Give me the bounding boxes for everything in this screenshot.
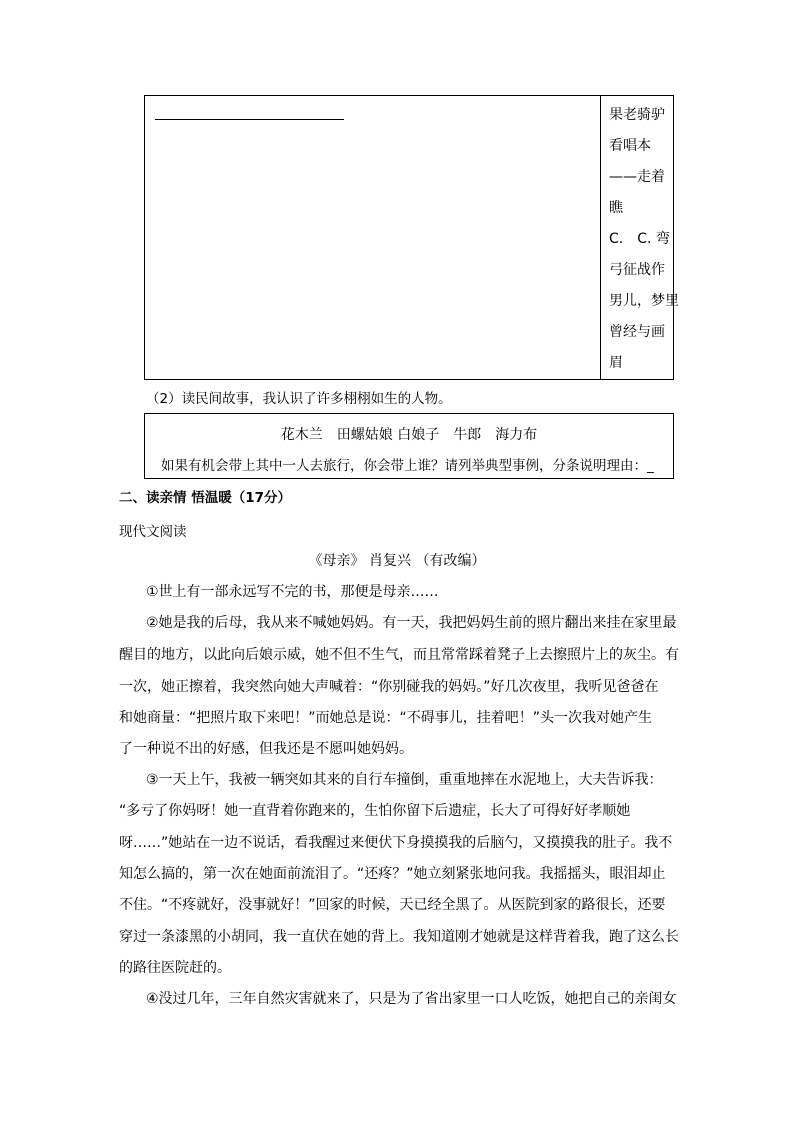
cell-line: 弓征战作 bbox=[609, 262, 665, 278]
answer-blank-line[interactable] bbox=[155, 119, 344, 120]
character-names: 花木兰 田螺姑娘 白娘子 牛郎 海力布 bbox=[280, 427, 538, 443]
paragraph-line: 穿过一条漆黑的小胡同，我一直伏在她的背上。我知道刚才她就是这样背着我，跑了这么长 bbox=[119, 929, 679, 945]
cell-line: C. C. 弯 bbox=[609, 231, 670, 247]
paragraph-line: ①世上有一部永远写不完的书，那便是母亲…… bbox=[146, 584, 439, 600]
question-2-label: （2）读民间故事，我认识了许多栩栩如生的人物。 bbox=[146, 391, 452, 407]
cell-line: ——走着 bbox=[609, 169, 665, 185]
paragraph-line: 不住。“不疼就好，没事就好！”回家的时候，天已经全黑了。从医院到家的路很长，还要 bbox=[119, 897, 666, 913]
cell-line: 男儿，梦里 bbox=[609, 293, 679, 309]
cell-line: 果老骑驴 bbox=[609, 107, 665, 123]
cell-line: 曾经与画 bbox=[609, 324, 665, 340]
paragraph-line: 呀……”她站在一边不说话，看我醒过来便伏下身摸摸我的后脑勺，又摸摸我的肚子。我不 bbox=[119, 835, 673, 851]
question-2-box bbox=[144, 413, 674, 479]
cell-line: 瞧 bbox=[609, 200, 623, 216]
paragraph-line: 知怎么搞的，第一次在她面前流泪了。“还疼？”她立刻紧张地问我。我摇摇头，眼泪却止 bbox=[119, 866, 666, 882]
paragraph-line: ④没过几年，三年自然灾害就来了，只是为了省出家里一口人吃饭，她把自己的亲闺女 bbox=[146, 991, 677, 1007]
paragraph-line: 和她商量：“把照片取下来吧！”而她总是说：“不碍事儿，挂着吧！”头一次我对她产生 bbox=[119, 710, 653, 726]
section-title: 二、读亲情 悟温暖（17分） bbox=[119, 490, 291, 506]
question-2-prompt: 如果有机会带上其中一人去旅行，你会带上谁？请列举典型事例，分条说明理由：_ bbox=[161, 458, 654, 474]
paragraph-line: ②她是我的后母，我从来不喊她妈妈。有一天，我把妈妈生前的照片翻出来挂在家里最 bbox=[146, 615, 677, 631]
article-title: 《母亲》 肖复兴 （有改编） bbox=[308, 553, 486, 569]
reading-label: 现代文阅读 bbox=[119, 524, 187, 540]
paragraph-line: 一次，她正擦着，我突然向她大声喊着：“你别碰我的妈妈。”好几次夜里，我听见爸爸在 bbox=[119, 679, 659, 695]
cell-line: 看唱本 bbox=[609, 138, 651, 154]
paragraph-line: ③一天上午，我被一辆突如其来的自行车撞倒，重重地摔在水泥地上，大夫告诉我： bbox=[146, 772, 663, 788]
paragraph-line: 醒目的地方，以此向后娘示威，她不但不生气，而且常常踩着凳子上去擦照片上的灰尘。有 bbox=[119, 647, 679, 663]
answer-table bbox=[144, 95, 679, 380]
answer-table-right-cell bbox=[600, 96, 679, 379]
paragraph-line: 的路往医院赶的。 bbox=[119, 960, 231, 976]
paragraph-line: “多亏了你妈呀！她一直背着你跑来的，生怕你留下后遗症，长大了可得好好孝顺她 bbox=[119, 803, 631, 819]
cell-line: 眉 bbox=[609, 355, 623, 371]
paragraph-line: 了一种说不出的好感，但我还是不愿叫她妈妈。 bbox=[119, 741, 413, 757]
